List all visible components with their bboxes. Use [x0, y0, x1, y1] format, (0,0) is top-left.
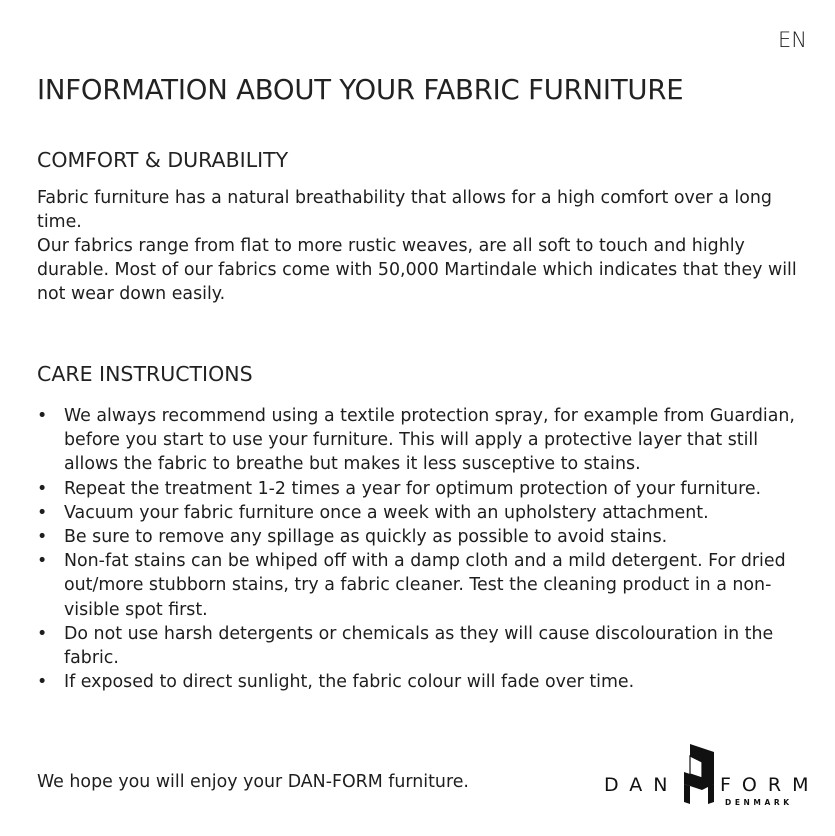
care-item-text: We always recommend using a textile protection spray, for example from Guardian, before you start to use your furniture. This will apply a protective layer that still allows the fabric to breathe but makes it less susceptive to stains.	[64, 406, 795, 475]
bullet-icon: •	[37, 623, 48, 644]
bullet-icon: •	[37, 551, 48, 572]
care-item-text: Non-fat stains can be whiped off with a damp cloth and a mild detergent. For dried out/more stubborn stains, try a fabric cleaner. Test the cleaning product in a non-visible spot first.	[64, 551, 786, 620]
care-item-text: Be sure to remove any spillage as quickly as possible to avoid stains.	[64, 527, 668, 548]
bullet-icon: •	[37, 672, 48, 693]
care-item	[37, 501, 797, 525]
care-item-text: Vacuum your fabric furniture once a week with an upholstery attachment.	[64, 502, 709, 523]
logo-word-form: FORM	[720, 774, 820, 796]
language-code: EN	[778, 28, 807, 52]
dan-form-logo	[598, 740, 820, 810]
bullet-icon: •	[37, 527, 48, 548]
care-item	[37, 525, 797, 549]
care-item	[37, 622, 797, 670]
bullet-icon: •	[37, 502, 48, 523]
care-item	[37, 670, 797, 694]
page-title: INFORMATION ABOUT YOUR FABRIC FURNITURE	[37, 74, 684, 106]
bullet-icon: •	[37, 478, 48, 499]
closing-text: We hope you will enjoy your DAN-FORM furniture.	[37, 772, 469, 792]
care-item-text: Do not use harsh detergents or chemicals as they will cause discolouration in the fabric.	[64, 623, 774, 669]
comfort-paragraph-1: Fabric furniture has a natural breathability that allows for a high comfort over a long time.	[37, 188, 772, 233]
chair-mark-icon	[680, 744, 720, 804]
care-item	[37, 404, 797, 477]
care-item	[37, 549, 797, 622]
comfort-heading: COMFORT & DURABILITY	[37, 148, 289, 172]
care-item	[37, 477, 797, 501]
care-instructions-list	[37, 404, 797, 694]
care-item-text: Repeat the treatment 1-2 times a year for optimum protection of your furniture.	[64, 478, 762, 499]
care-heading: CARE INSTRUCTIONS	[37, 362, 253, 386]
logo-word-dan: DAN	[604, 774, 679, 796]
comfort-paragraph-2: Our fabrics range from flat to more rustic weaves, are all soft to touch and highly durable. Most of our fabrics come with 50,000 Martindale which indicates that they will not wear down easily.	[37, 236, 797, 305]
logo-subtitle: DENMARK	[725, 798, 793, 807]
bullet-icon: •	[37, 406, 48, 426]
care-item-text: If exposed to direct sunlight, the fabric colour will fade over time.	[64, 672, 635, 693]
